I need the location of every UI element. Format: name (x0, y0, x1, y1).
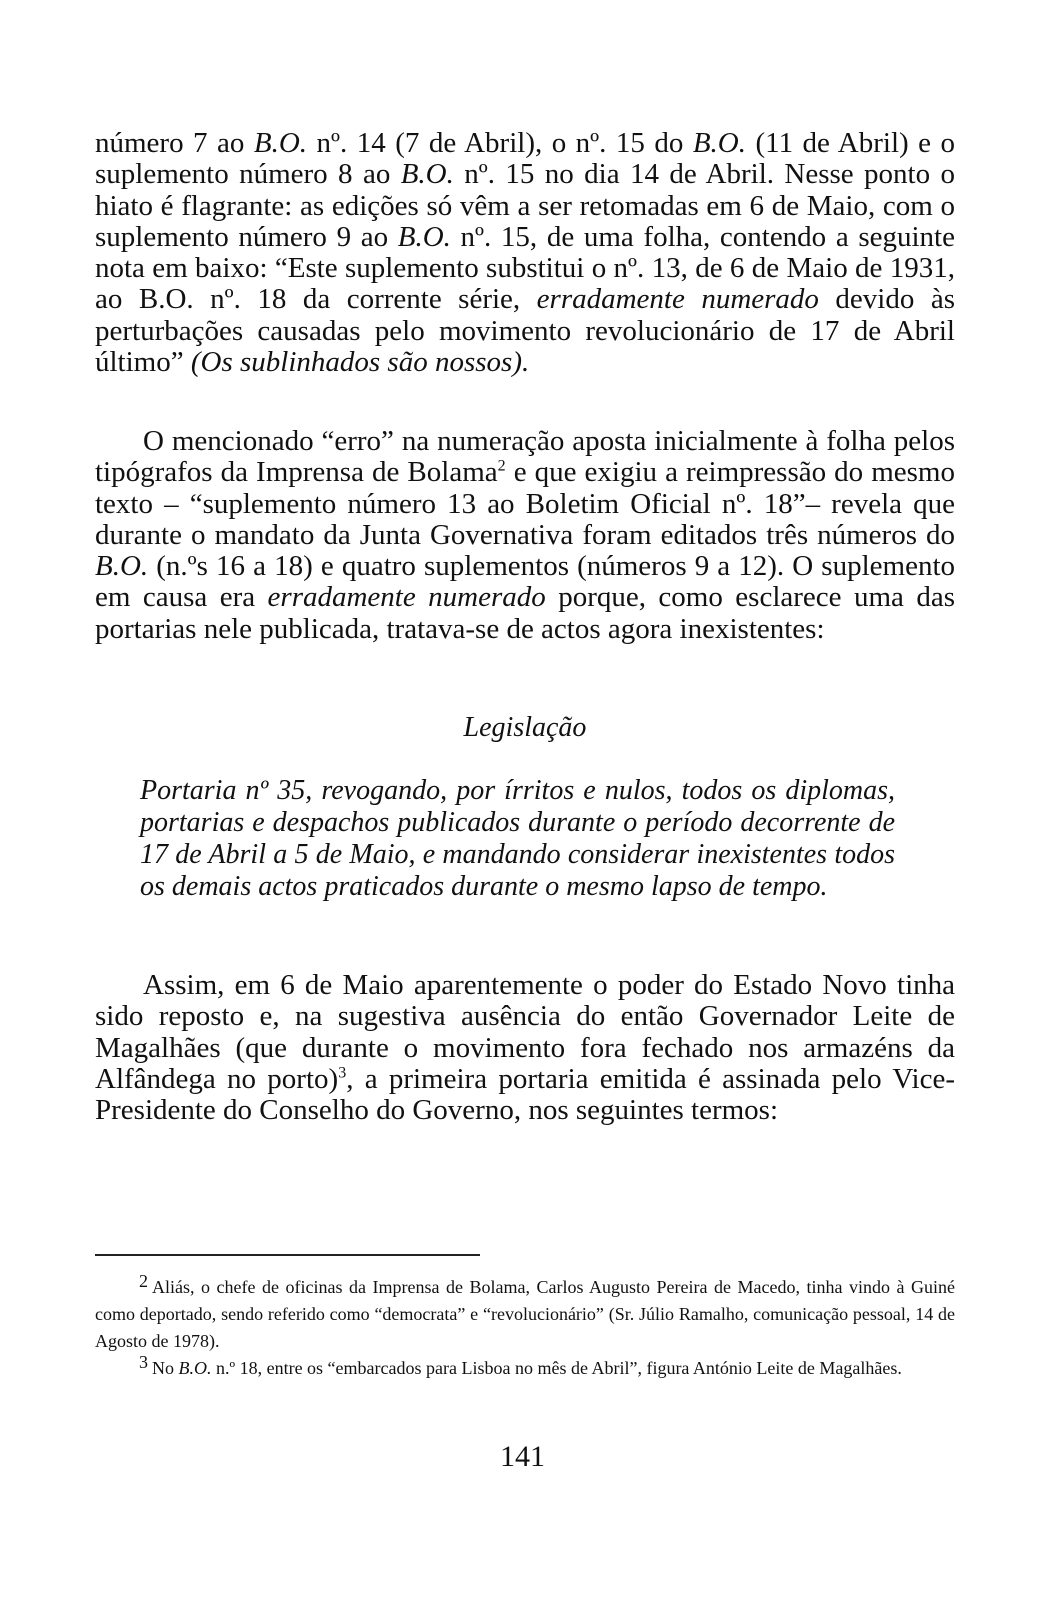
bo-abbrev: B.O. (397, 220, 451, 253)
text-run: nº. 15, de uma folha, contendo a seguinte nota em baixo: “Este suplemento substitui o nº. 13, de 6 de Maio de 1931, ao B.O. nº. 18 da corrente série, (95, 220, 955, 316)
text-run: O mencionado “erro” na numeração aposta inicialmente à folha pelos tipógrafos da Imprensa de Bolama (95, 425, 955, 489)
text-run: número 7 ao (95, 127, 254, 159)
footnote-ref-2[interactable]: 2 (497, 457, 506, 475)
footnote-text: n.º 18, entre os “embarcados para Lisboa no mês de Abril”, figura António Leite de Magalhães. (211, 1358, 902, 1378)
text-run: porque, como esclarece uma das portarias nele publicada, tratava-se de actos agora inexistentes: (95, 581, 955, 645)
emphasis: erradamente numerado (536, 283, 819, 316)
legislacao-heading: Legislação (463, 712, 587, 743)
text-run: (n.ºs 16 a 18) e quatro suplementos (números 9 a 12). O suplemento em causa era (95, 550, 955, 614)
text-run: e que exigiu a reimpressão do mesmo texto – “suplemento número 13 ao Boletim Oficial nº. 18”– revela que durante o mandato da Junta Governativa foram editados três números do (95, 456, 955, 551)
bo-abbrev: B.O. (253, 127, 308, 159)
bo-abbrev: B.O. (95, 550, 149, 583)
text-run: nº. 15 no dia 14 de Abril. Nesse ponto o hiato é flagrante: as edições só vêm a ser retomadas em 6 de Maio, com o suplemento número 9 ao (95, 158, 955, 253)
bo-abbrev: B.O. (178, 1358, 212, 1378)
emphasis: erradamente numerado (267, 581, 546, 614)
paragraph-1 (95, 128, 955, 378)
paragraph-3 (95, 970, 955, 1126)
paragraph-2 (95, 426, 955, 645)
bo-abbrev: B.O. (692, 127, 747, 159)
text-run: devido às perturbações causadas pelo movimento revolucionário de 17 de Abril último” (95, 283, 955, 379)
bo-abbrev: B.O. (400, 158, 454, 191)
footnote-number: 2 (139, 1271, 148, 1291)
text-run: nº. 14 (7 de Abril), o nº. 15 do (307, 127, 693, 159)
page-number: 141 (500, 1440, 545, 1473)
footnote-2 (95, 1271, 955, 1355)
footnote-text: No (152, 1358, 179, 1378)
emphasis: (Os sublinhados são nossos). (190, 346, 530, 379)
text-run: , a primeira portaria emitida é assinada pelo Vice-Presidente do Conselho do Governo, nos seguintes termos: (95, 1062, 955, 1127)
footnote-ref-3[interactable]: 3 (338, 1064, 347, 1082)
footnote-separator (95, 1254, 480, 1256)
footnotes (95, 1271, 955, 1382)
text-run: Assim, em 6 de Maio aparentemente o poder do Estado Novo tinha sido reposto e, na sugestiva ausência do então Governador Leite de Magalhães (que durante o movimento fora fechado nos armazéns da Alfândega no porto) (95, 969, 955, 1095)
portaria-quote: Portaria nº 35, revogando, por írritos e nulos, todos os diplomas, portarias e despachos publicados durante o período decorrente de 17 de Abril a 5 de Maio, e mandando considerar inexistentes todos os demais actos praticados durante o mesmo lapso de tempo. (140, 775, 895, 902)
footnote-3 (95, 1352, 955, 1382)
text-run: (11 de Abril) e o suplemento número 8 ao (95, 127, 955, 191)
footnote-number: 3 (139, 1352, 148, 1372)
footnote-text: Aliás, o chefe de oficinas da Imprensa de Bolama, Carlos Augusto Pereira de Macedo, tinha vindo à Guiné como deportado, sendo referido como “democrata” e “revolucionário” (Sr. Júlio Ramalho, comunicação pessoal, 14 de Agosto de 1978). (95, 1277, 955, 1351)
